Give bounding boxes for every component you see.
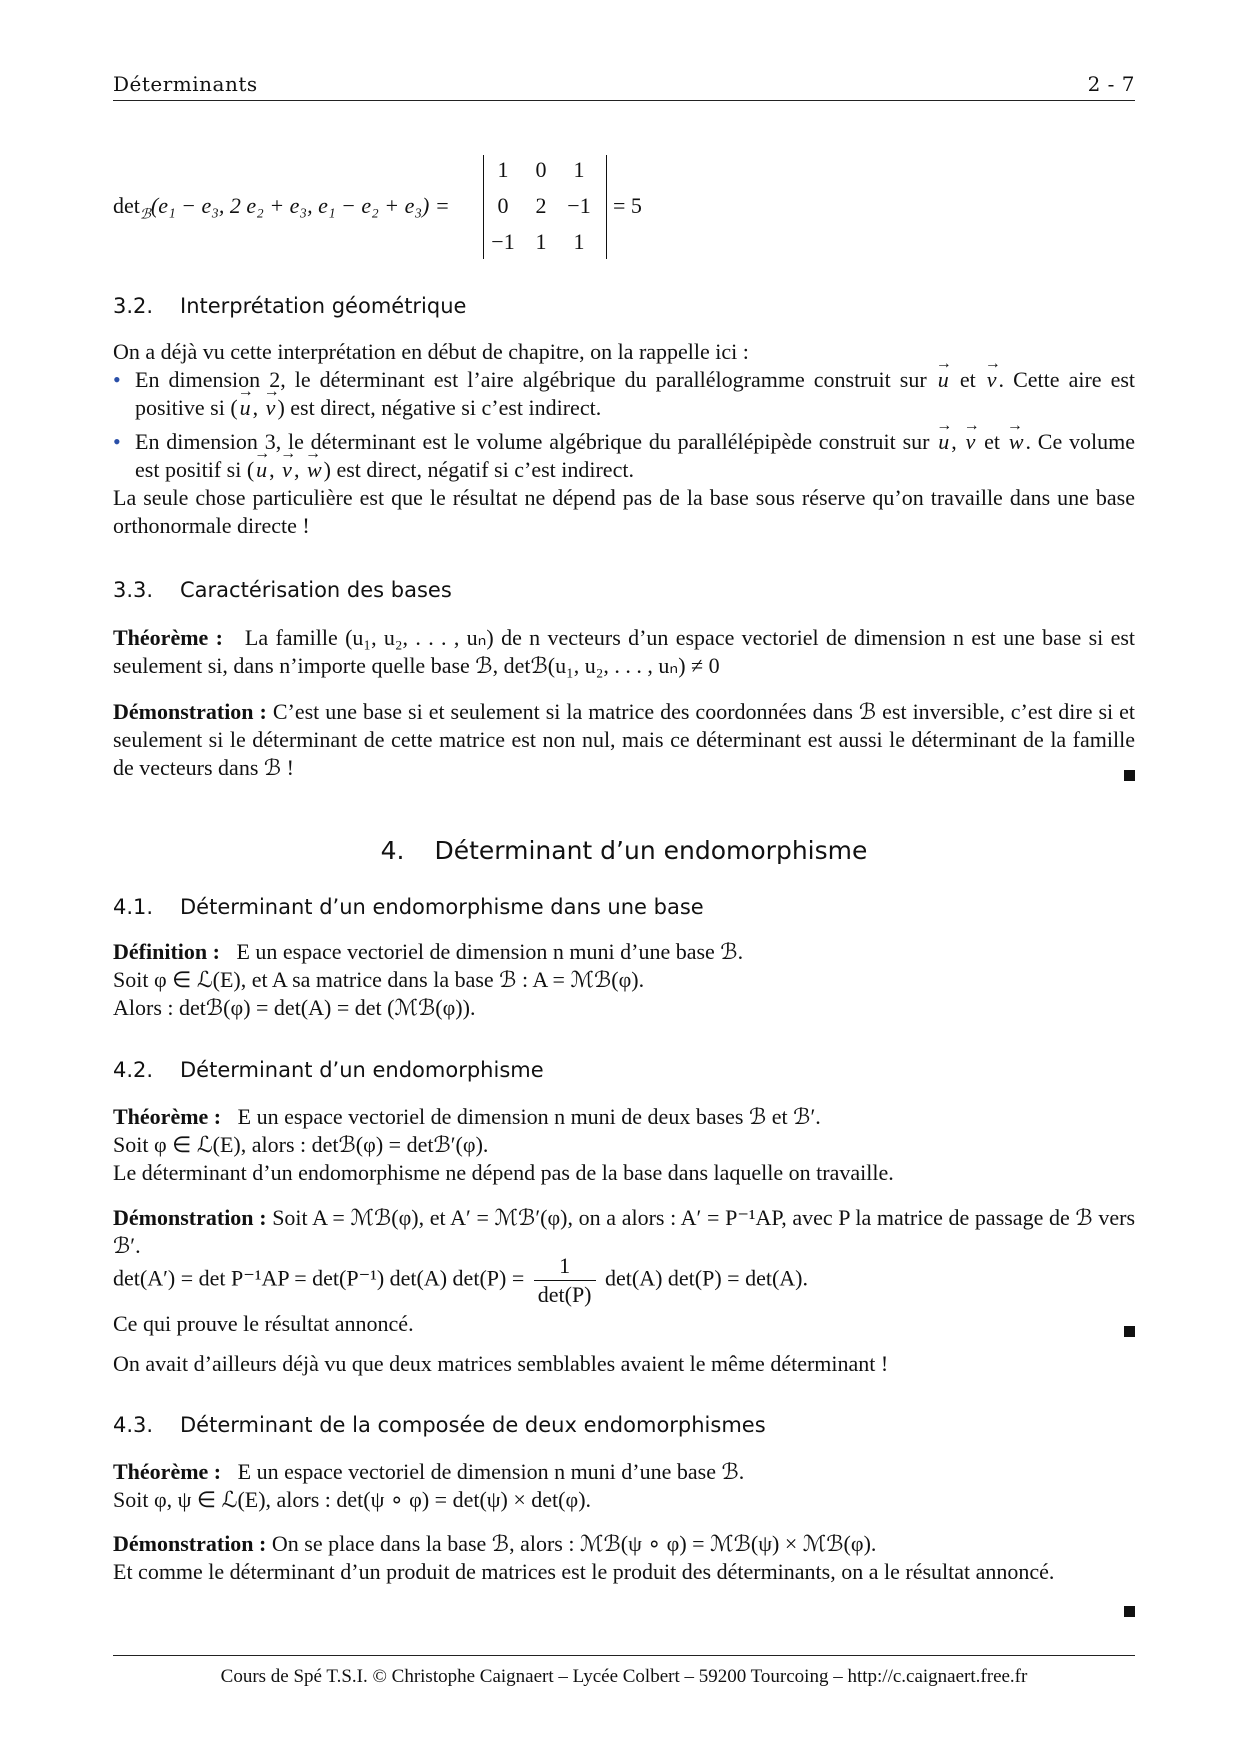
bullet-dimension-2: • En dimension 2, le déterminant est l’aire algébrique du parallélogramme construit sur → u et → v. Cette aire est positive si (→ u, → v) est direct, négative si c’est indirect.	[113, 366, 1135, 422]
det-rhs: = 5	[613, 193, 642, 218]
qed-mark	[1124, 1318, 1135, 1342]
matrix-cell: 0	[535, 157, 547, 182]
demonstration-composition: Démonstration : On se place dans la base ℬ, alors : ℳℬ(ψ ∘ φ) = ℳℬ(ψ) × ℳℬ(φ). Et comme le déterminant d’un produit de matrices est le produit des déterminants, on a le résultat annoncé.	[113, 1531, 1055, 1584]
definition-det-endomorphism: Définition : E un espace vectoriel de dimension n muni d’une base ℬ. Soit φ ∈ ℒ(E), et A sa matrice dans la base ℬ : A = ℳℬ(φ). Alors : detℬ(φ) = det(A) = det (ℳℬ(φ)).	[113, 939, 744, 1020]
outro-text: La seule chose particulière est que le résultat ne dépend pas de la base sous réserve qu’on travaille dans une base orthonormale directe !	[113, 485, 1135, 538]
section-4-3-heading: 4.3. Déterminant de la composée de deux endomorphismes	[113, 1413, 766, 1437]
section-3-2-body	[113, 338, 1135, 540]
remark-text: On avait d’ailleurs déjà vu que deux matrices semblables avaient le même déterminant !	[113, 1351, 889, 1376]
header-title: Déterminants	[113, 72, 258, 96]
qed-mark	[1124, 1598, 1135, 1622]
page-footer: Cours de Spé T.S.I. © Christophe Caignaert – Lycée Colbert – 59200 Tourcoing – http://c.caignaert.free.fr	[220, 1666, 1028, 1687]
det-lhs: $\det_ℬ(e_1 - e_3$, 2 e₂ + e₃, e₁ − e₂ + e₃) =	[113, 193, 450, 223]
theorem-base-independence: Théorème : E un espace vectoriel de dimension n muni de deux bases ℬ et ℬ′. Soit φ ∈ ℒ(E), alors : detℬ(φ) = detℬ′(φ). Le déterminant d’un endomorphisme ne dépend pas de la base dans laquelle on travaille.	[113, 1104, 894, 1185]
page	[113, 0, 1135, 1754]
section-3-2-heading: 3.2. Interprétation géométrique	[113, 294, 467, 318]
matrix-cell: 0	[497, 193, 509, 218]
matrix-cell: 1	[573, 229, 585, 254]
determinant-matrix	[483, 155, 607, 259]
determinant-example	[113, 155, 813, 265]
equation-det-change-of-base: det(A′) = det P⁻¹AP = det(P⁻¹) det(A) det(P) = $\frac{1}{\det(P)}$ det(A) det(P) = det(A).	[113, 1253, 809, 1307]
matrix-cell: 1	[573, 157, 585, 182]
conclusion-text: Ce qui prouve le résultat annoncé.	[113, 1311, 414, 1336]
intro-text: On a déjà vu cette interprétation en début de chapitre, on la rappelle ici :	[113, 339, 749, 364]
matrix-cell: 1	[535, 229, 547, 254]
section-4-2-heading: 4.2. Déterminant d’un endomorphisme	[113, 1058, 544, 1082]
theorem-composition: Théorème : E un espace vectoriel de dimension n muni d’une base ℬ. Soit φ, ψ ∈ ℒ(E), alors : det(ψ ∘ φ) = det(ψ) × det(φ).	[113, 1459, 745, 1512]
matrix-cell: −1	[491, 229, 515, 254]
qed-mark	[1124, 762, 1135, 786]
section-4-1-heading: 4.1. Déterminant d’un endomorphisme dans une base	[113, 895, 704, 919]
matrix-cell: 1	[497, 157, 509, 182]
page-header	[113, 72, 1135, 101]
header-page-number: 2 - 7	[1087, 72, 1135, 96]
section-3-3-heading: 3.3. Caractérisation des bases	[113, 578, 452, 602]
footer-rule	[113, 1655, 1135, 1656]
demonstration-base-independence: Démonstration : Soit A = ℳℬ(φ), et A′ = ℳℬ′(φ), on a alors : A′ = P⁻¹AP, avec P la matrice de passage de ℬ vers ℬ′.	[113, 1205, 1136, 1258]
bullet-dimension-3: • En dimension 3, le déterminant est le volume algébrique du parallélépipède construit sur → u, → v et → w. Ce volume est positif si (→ u, → v, → w) est direct, négatif si c’est indirect.	[113, 428, 1135, 484]
theorem-bases: Théorème : La famille (u₁, u₂, . . . , uₙ) de n vecteurs d’un espace vectoriel de dimension n est une base si est seulement si, dans n’importe quelle base ℬ, detℬ(u₁, u₂, . . . , uₙ) ≠ 0	[113, 625, 1136, 678]
demonstration-bases: Démonstration : C’est une base si et seulement si la matrice des coordonnées dans ℬ est inversible, c’est dire si et seulement si le déterminant de cette matrice est non nul, mais ce déterminant est aussi le déterminant de la famille de vecteurs dans ℬ !	[113, 699, 1135, 780]
matrix-cell: 2	[535, 193, 547, 218]
section-4-heading: 4. Déterminant d’un endomorphisme	[380, 836, 868, 865]
matrix-cell: −1	[567, 193, 591, 218]
